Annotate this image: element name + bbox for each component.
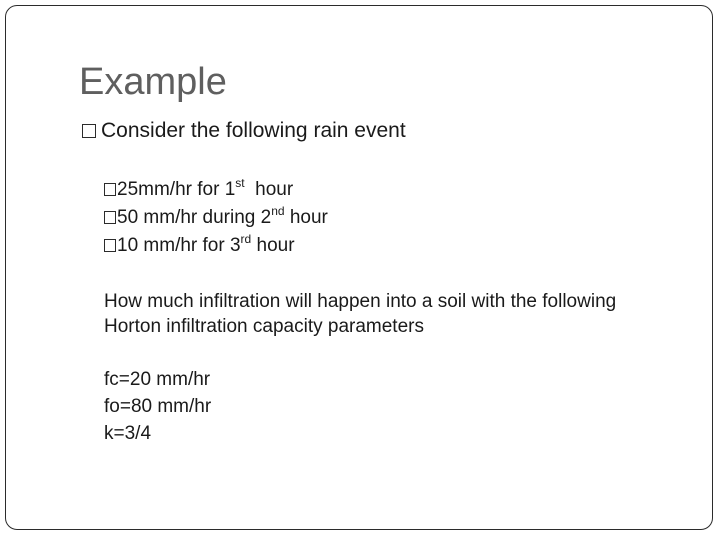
checkbox-square-icon	[104, 239, 116, 252]
rain-event-unit: hour	[284, 207, 328, 228]
rain-event-item	[104, 204, 328, 235]
parameter-list	[104, 369, 211, 450]
main-bullet	[82, 118, 406, 144]
ordinal-suffix: st	[235, 176, 245, 190]
rain-event-text: 50 mm/hr during 2	[117, 207, 272, 228]
rain-event-item	[104, 176, 328, 207]
parameter-fc: fc=20 mm/hr	[104, 369, 211, 390]
rain-event-text: 25mm/hr for 1	[117, 179, 236, 200]
checkbox-square-icon	[104, 211, 116, 224]
rain-event-unit: hour	[244, 179, 294, 200]
question-text: How much infiltration will happen into a soil with the following Horton infiltration capacity parameters	[104, 291, 617, 337]
main-bullet-text: Consider the following rain event	[101, 119, 406, 142]
slide-title: Example	[79, 61, 227, 103]
ordinal-suffix: nd	[271, 204, 285, 218]
rain-event-item	[104, 232, 328, 263]
rain-event-unit: hour	[251, 235, 295, 256]
parameter-fo: fo=80 mm/hr	[104, 396, 212, 417]
parameter-k: k=3/4	[104, 423, 152, 444]
rain-event-list	[104, 176, 328, 263]
checkbox-square-icon	[104, 183, 116, 196]
checkbox-square-icon	[82, 124, 96, 138]
ordinal-suffix: rd	[240, 232, 252, 246]
rain-event-text: 10 mm/hr for 3	[117, 235, 241, 256]
